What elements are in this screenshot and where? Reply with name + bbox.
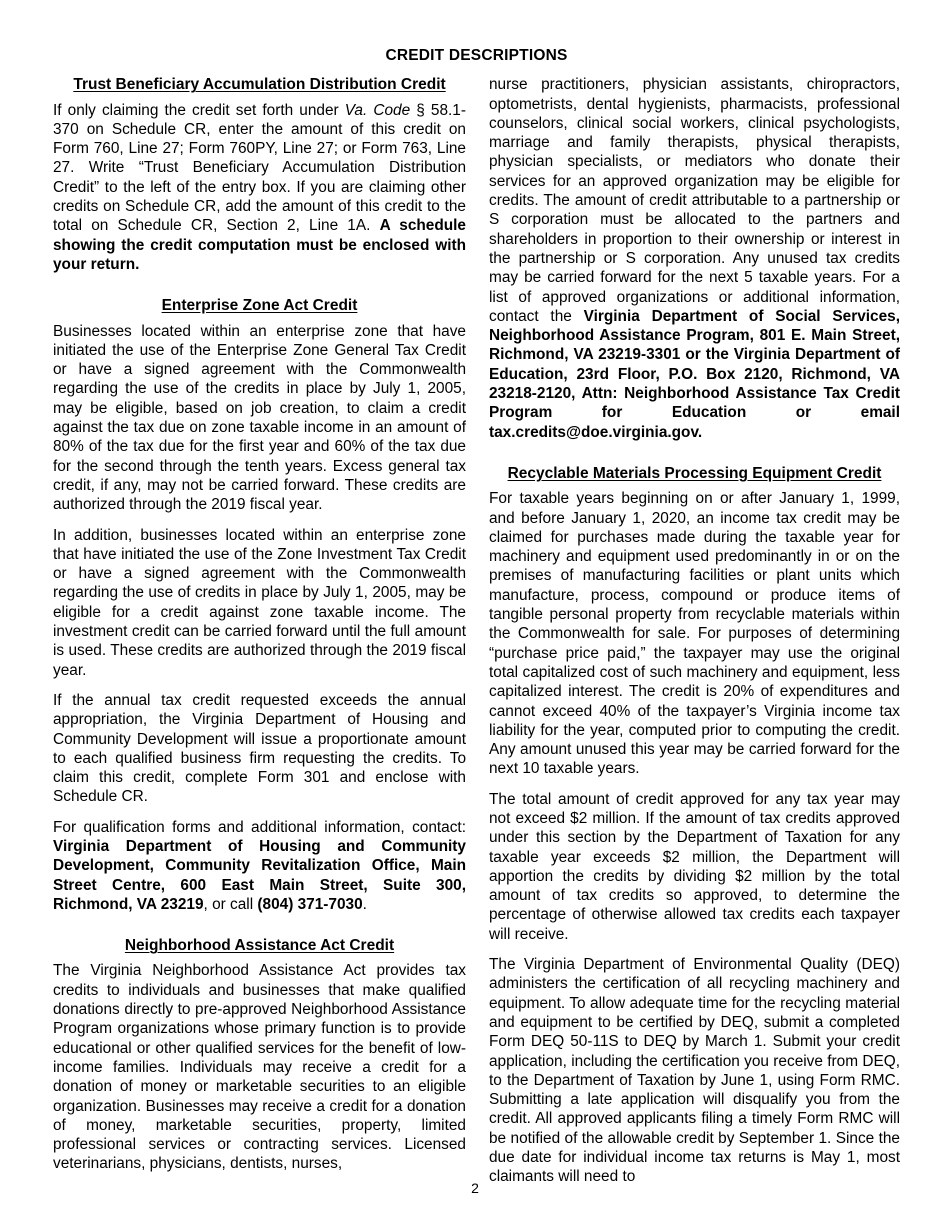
- text-run: nurse practitioners, physician assistants, chiropractors, optometrists, dental hygienists, pharmacists, professional counselors, clinical social workers, clinical psychologists, marriage and family therapists, physical therapists, physician specialists, or mediators who donate their services for an approved organization may be eligible for credits. The amount of credit attributable to a partnership or S corporation must be allocated to the partners and shareholders in proportion to their ownership or interest in the partnership or S corporation. Any unused tax credits may be carried forward for the next 5 taxable years. For a list of approved organizations or additional information, contact the: [489, 76, 900, 325]
- text-run: § 58.1-370 on Schedule CR, enter the amount of this credit on Form 760, Line 27; Form 760PY, Line 27; or Form 763, Line 27. Write “Trust Beneficiary Accumulation Distribution Credit” to the left of the entry box. If you are claiming other credits on Schedule CR, add the amount of this credit to the total on Schedule CR, Section 2, Line 1A.: [53, 101, 466, 235]
- body-paragraph: [489, 489, 900, 778]
- body-paragraph: [53, 961, 466, 1173]
- text-run: If the annual tax credit requested exceeds the annual appropriation, the Virginia Department of Housing and Community Development will issue a proportionate amount to each qualified business firm requesting the credits. To claim this credit, complete Form 301 and enclose with Schedule CR.: [53, 691, 466, 806]
- text-run: The total amount of credit approved for any tax year may not exceed $2 million. If the amount of tax credits approved under this section by the Department of Taxation for any taxable year exceeds $2 million, the Department will apportion the credits by dividing $2 million by the total amount of tax credits so approved, to determine the percentage of otherwise allowed tax credits each taxpayer will receive.: [489, 790, 900, 943]
- text-run: For taxable years beginning on or after January 1, 1999, and before January 1, 2020, an income tax credit may be claimed for purchases made during the taxable year for machinery and equipment used predominantly in or on the premises of manufacturing facilities or plant units which manufacture, process, compound or produce items of tangible personal property from recyclable materials within the Commonwealth for sale. For purposes of determining “purchase price paid,” the taxpayer may use the original total capitalized cost of such machinery and equipment, less capitalized interest. The credit is 20% of expenditures and cannot exceed 40% of the taxpayer’s Virginia income tax liability for the year, computed prior to computing the credit. Any amount unused this year may be carried forward for the next 10 taxable years.: [489, 490, 900, 778]
- text-run: (804) 371-7030: [257, 895, 363, 913]
- section-heading: Neighborhood Assistance Act Credit: [124, 937, 395, 955]
- body-paragraph: [53, 818, 466, 914]
- text-run: .: [362, 895, 367, 913]
- left-column: [53, 75, 466, 1173]
- text-run: Virginia Department of Housing and Community Development, Community Revitalization Office, Main Street Centre, 600 East Main Street, Suite 300, Richmond, VA 23219: [53, 837, 466, 913]
- right-column: [489, 75, 900, 1186]
- text-run: , or call: [203, 895, 258, 913]
- body-paragraph: [489, 790, 900, 944]
- text-run: If only claiming the credit set forth under: [53, 101, 345, 119]
- section-heading: Enterprise Zone Act Credit: [161, 297, 358, 315]
- text-run: The Virginia Neighborhood Assistance Act provides tax credits to individuals and businesses that make qualified donations directly to pre-approved Neighborhood Assistance Program organizations whose primary function is to provide educational or other qualified services for the benefit of low-income families. Individuals may receive a credit for a donation of money or marketable securities to an eligible organization. Businesses may receive a credit for a donation of money, marketable securities, property, limited professional services or contracting services. Licensed veterinarians, physicians, dentists, nurses,: [53, 962, 466, 1173]
- body-paragraph: [53, 322, 466, 515]
- page-title: CREDIT DESCRIPTIONS: [385, 47, 568, 64]
- text-run: Businesses located within an enterprise zone that have initiated the use of the Enterprise Zone General Tax Credit or have a signed agreement with the Commonwealth regarding the use of the credits in place by July 1, 2005, may be eligible, based on job creation, to claim a credit against the tax due on zone taxable income in an amount of 80% of the tax due for the first year and 60% of the tax due for the second through the tenth years. Excess general tax credit, if any, may not be carried forward. These credits are authorized through the 2019 fiscal year.: [53, 322, 466, 514]
- text-run: A schedule showing the credit computation must be enclosed with your return.: [53, 217, 466, 273]
- body-paragraph: [53, 526, 466, 680]
- section-heading: Trust Beneficiary Accumulation Distribution Credit: [73, 76, 446, 94]
- page-number: 2: [471, 1180, 479, 1196]
- body-paragraph: [489, 955, 900, 1187]
- text-run: Va. Code: [344, 101, 411, 119]
- text-run: For qualification forms and additional information, contact:: [53, 818, 466, 836]
- body-paragraph: [53, 101, 466, 275]
- two-column-layout: [53, 75, 900, 1186]
- body-paragraph: [53, 691, 466, 807]
- text-run: The Virginia Department of Environmental Quality (DEQ) administers the certification of all recycling machinery and equipment. To allow adequate time for the recycling material and equipment to be certified by DEQ, submit a completed Form DEQ 50-11S to DEQ by March 1. Submit your credit application, including the certification you receive from DEQ, to the Department of Taxation by June 1, using Form RMC. Submitting a late application will disqualify you from the credit. All approved applicants filing a timely Form RMC will be notified of the allowable credit by September 1. Since the due date for individual income tax returns is May 1, most claimants will need to: [489, 956, 900, 1186]
- text-run: Virginia Department of Social Services, Neighborhood Assistance Program, 801 E. Main Street, Richmond, VA 23219-3301 or the Virginia Department of Education, 23rd Floor, P.O. Box 2120, Richmond, VA 23218-2120, Attn: Neighborhood Assistance Tax Credit Program for Education or email tax.credits@doe.virginia.gov.: [489, 307, 900, 441]
- section-heading: Recyclable Materials Processing Equipment Credit: [507, 464, 882, 482]
- text-run: In addition, businesses located within an enterprise zone that have initiated the use of the Zone Investment Tax Credit or have a signed agreement with the Commonwealth regarding the use of credits in place by July 1, 2005, may be eligible for a credit against zone taxable income. The investment credit can be carried forward until the full amount is used. These credits are authorized through the 2019 fiscal year.: [53, 526, 466, 679]
- body-paragraph: [489, 75, 900, 442]
